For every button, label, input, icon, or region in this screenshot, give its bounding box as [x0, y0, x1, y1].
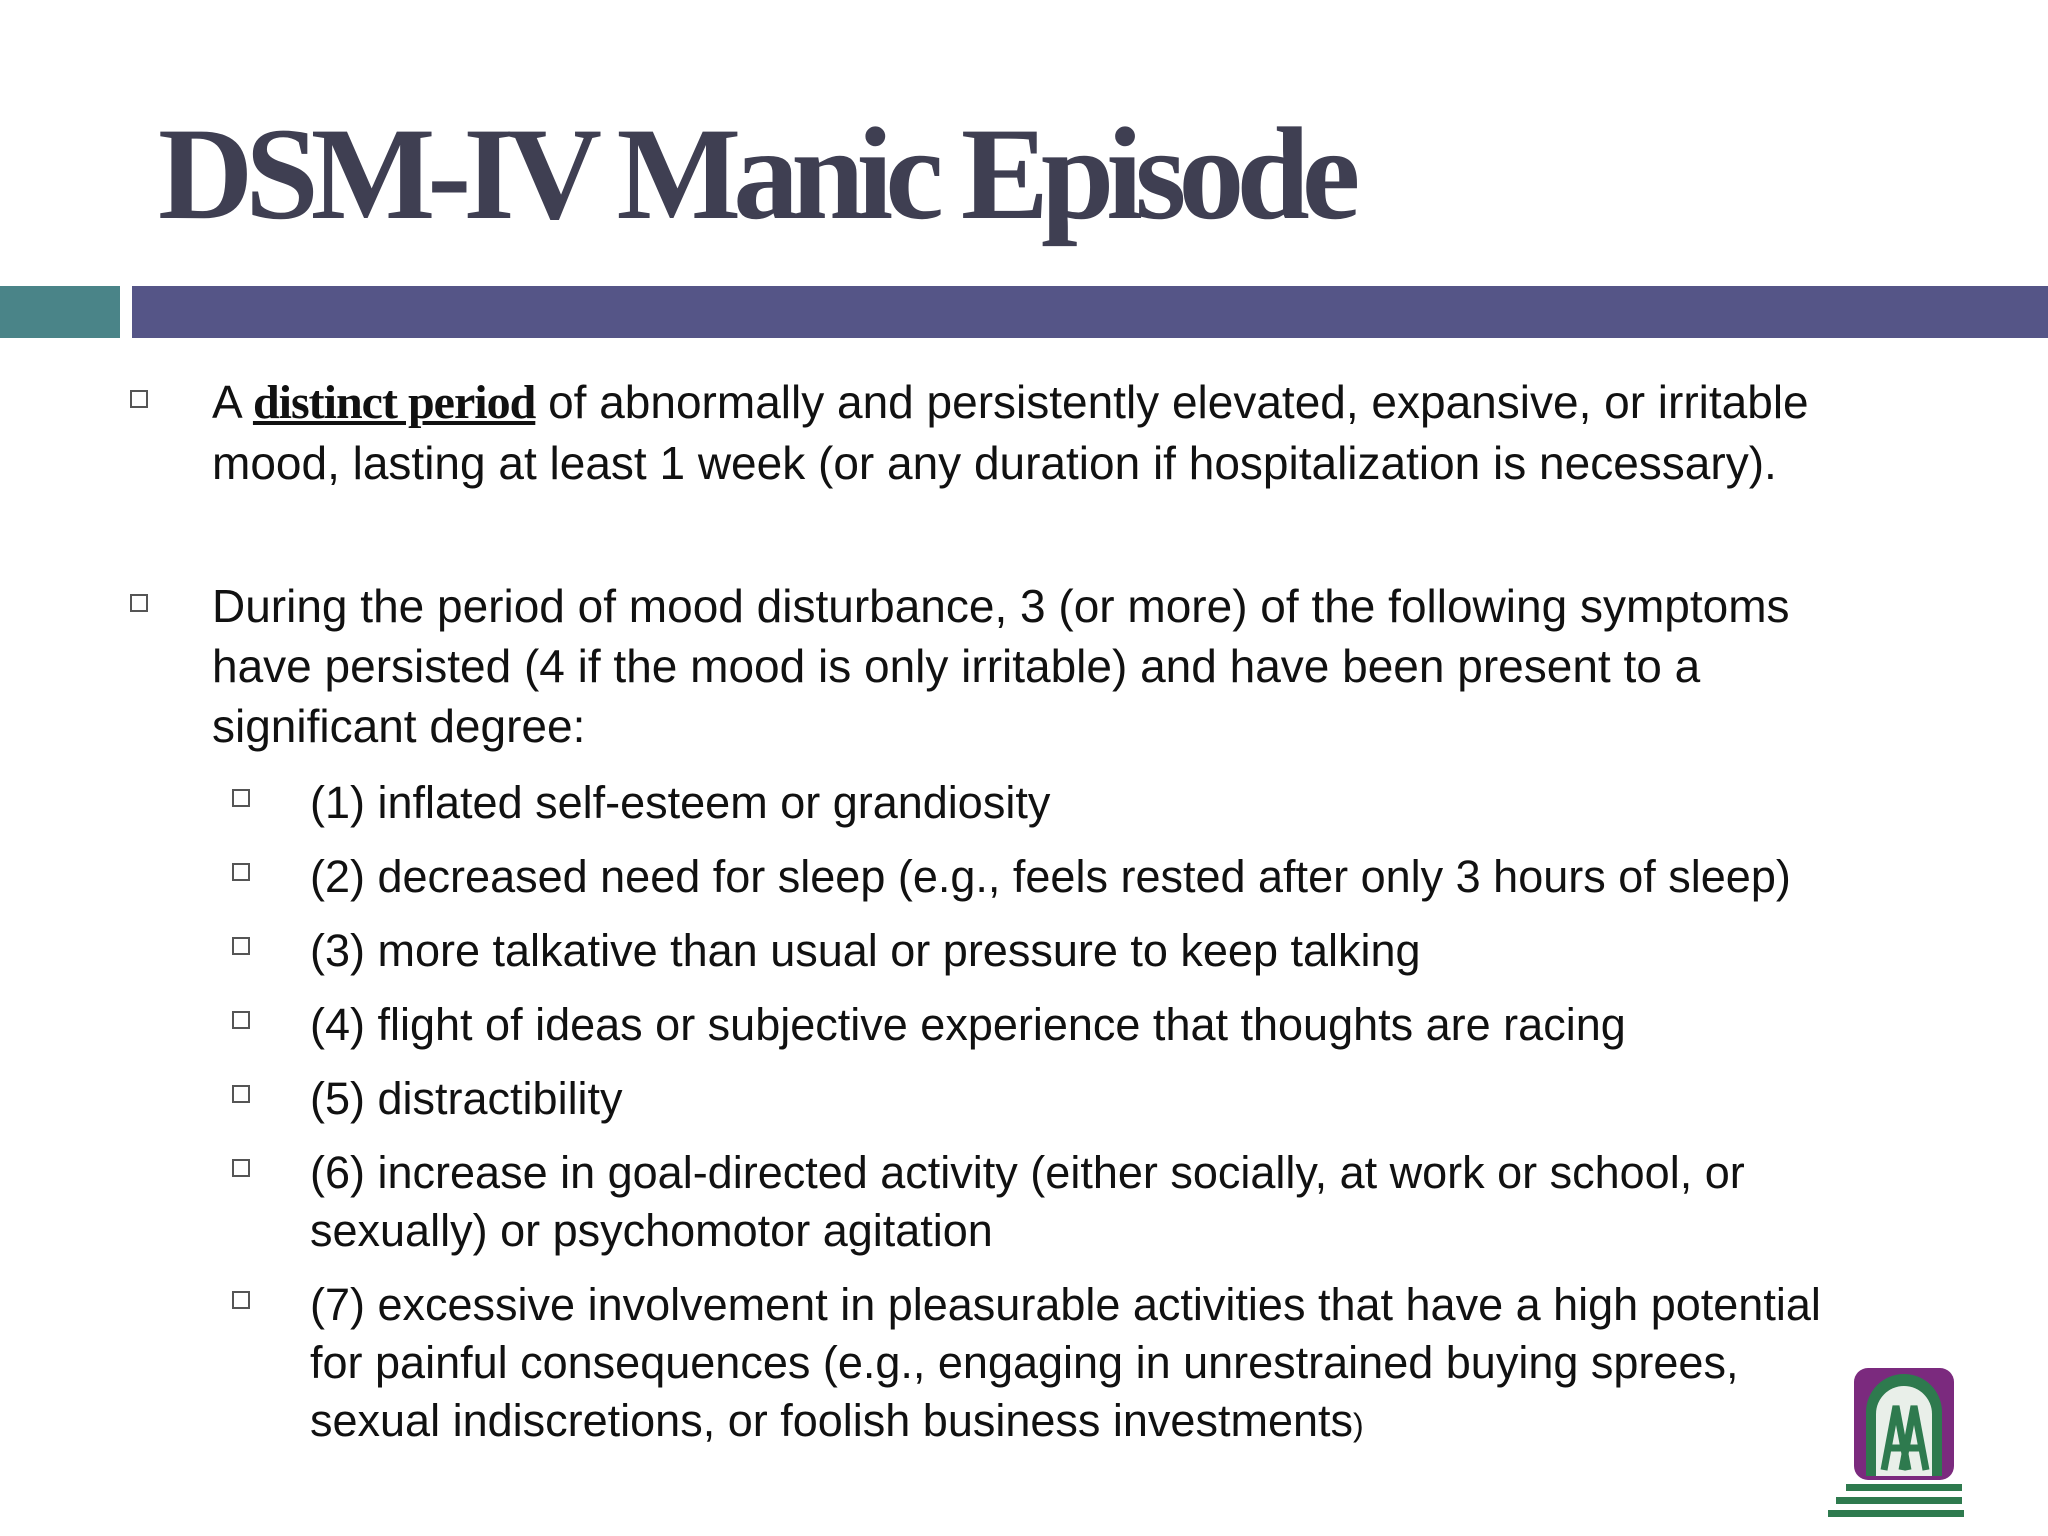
symptom-item-7 — [310, 1276, 1870, 1454]
bullet-item — [212, 372, 1892, 493]
sub-bullet-square-icon — [232, 863, 250, 881]
bullet-text-pre: A — [212, 376, 253, 428]
bullet-item: During the period of mood disturbance, 3 (or more) of the following symptoms have persisted (4 if the mood is only irritable) and have been present to a significant degree: — [212, 580, 1790, 752]
symptom-item-6: (6) increase in goal-directed activity (either socially, at work or school, or sexually) or psychomotor agitation — [310, 1147, 1745, 1256]
sub-bullet-square-icon — [232, 1159, 250, 1177]
sub-bullet-square-icon — [232, 1011, 250, 1029]
symptom-item-1: (1) inflated self-esteem or grandiosity — [310, 777, 1051, 828]
title-bar — [132, 286, 2048, 338]
symptom-item-2: (2) decreased need for sleep (e.g., feels rested after only 3 hours of sleep) — [310, 851, 1791, 902]
bullet-square-icon — [130, 594, 148, 612]
sub-bullet-square-icon — [232, 1085, 250, 1103]
slide-title: DSM-IV Manic Episode — [158, 100, 1353, 247]
bullet-square-icon — [130, 390, 148, 408]
symptom-item-4: (4) flight of ideas or subjective experience that thoughts are racing — [310, 999, 1626, 1050]
sub-bullet-square-icon — [232, 1291, 250, 1309]
symptom-item-5: (5) distractibility — [310, 1073, 623, 1124]
bullet-text-post: of abnormally and persistently elevated, expansive, or irritable mood, lasting at least 1 week (or any duration if hospitalization is necessary). — [212, 376, 1809, 489]
emphasis-distinct-period: distinct period — [252, 376, 536, 429]
symptom-item-7-close: ) — [1353, 1407, 1364, 1443]
sub-bullet-square-icon — [232, 789, 250, 807]
sub-bullet-square-icon — [232, 937, 250, 955]
institution-logo-icon — [1826, 1366, 1966, 1526]
title-bar-accent — [0, 286, 120, 338]
symptom-item-3: (3) more talkative than usual or pressure to keep talking — [310, 925, 1421, 976]
symptom-item-7-text: (7) excessive involvement in pleasurable activities that have a high potential for painful consequences (e.g., engaging in unrestrained buying sprees, sexual indiscretions, or foolish business investments — [310, 1279, 1821, 1446]
